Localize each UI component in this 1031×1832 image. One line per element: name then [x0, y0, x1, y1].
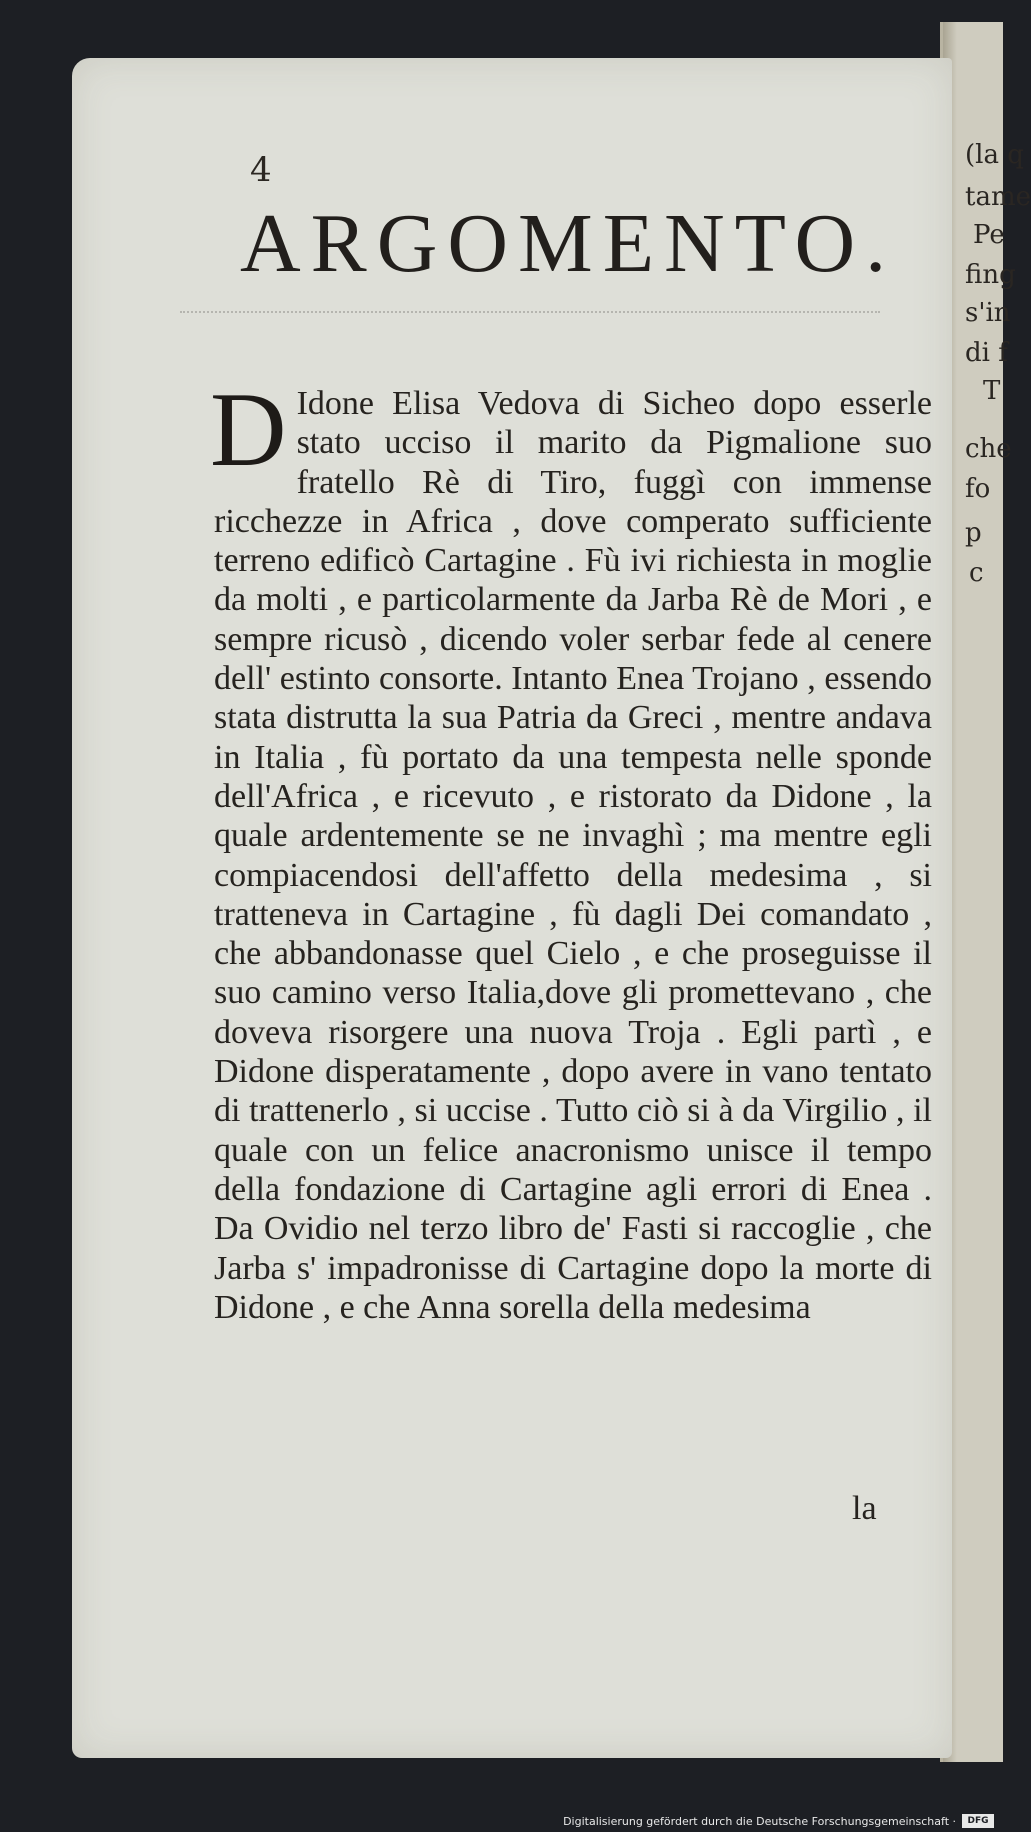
dfg-logo-icon: DFG — [962, 1814, 994, 1828]
page-title: ARGOMENTO. — [240, 197, 897, 290]
next-page-fragment: (la q — [965, 140, 1024, 170]
page-number: 4 — [250, 150, 272, 190]
next-page-fragment: c — [969, 558, 984, 588]
next-page-fragment: Pe — [973, 220, 1005, 250]
next-page-fragment: p — [965, 518, 982, 548]
next-page-fragment: di f — [965, 338, 1008, 368]
catchword: la — [852, 1490, 877, 1527]
body-text: Idone Elisa Vedova di Sicheo dopo esserle stato ucciso il marito da Pigmalione suo fratello Rè di Tiro, fuggì con immense ricchezze in Africa , dove comperato sufficiente terreno edificò Cartagine . Fù ivi richiesta in moglie da molti , e particolarmente da Jarba Rè de Mori , e sempre ricusò , dicendo voler serbar fede al cenere dell' estinto consorte. Intanto Enea Trojano , essendo stata distrutta la sua Patria da Greci , mentre andava in Italia , fù portato da una tempesta nelle sponde dell'Africa , e ricevuto , e ristorato da Didone , la quale ardentemente se ne invaghì ; ma mentre egli compiacendosi dell'affetto della medesima , si tratteneva in Cartagine , fù dagli Dei comandato , che abbandonasse quel Cielo , e che proseguisse il suo camino verso Italia,dove gli promettevano , che doveva risorgere una nuova Troja . Egli partì , e Didone disperatamente , dopo avere in vano tentato di trattenerlo , si uccise . Tutto ciò si à da Virgilio , il quale con un felice anacronismo unisce il tempo della fondazione di Cartagine agli errori di Enea . Da Ovidio nel terzo libro de' Fasti si raccoglie , che Jarba s' impadronisse di Cartagine dopo la morte di Didone , e che Anna sorella della medesima — [214, 385, 932, 1326]
next-page-fragment: che — [965, 434, 1012, 464]
next-page-fragment: T — [983, 376, 1001, 406]
next-page-fragment: fing — [965, 260, 1016, 290]
decorative-rule — [180, 305, 880, 313]
next-page-fragment: fo — [965, 474, 991, 504]
next-page-fragment: tame — [965, 182, 1031, 212]
argument-text — [210, 371, 932, 1327]
digitization-credit: Digitalisierung gefördert durch die Deutsche Forschungsgemeinschaft · — [563, 1815, 956, 1828]
drop-cap: D — [210, 371, 287, 488]
next-page-fragment: s'in — [965, 298, 1011, 328]
